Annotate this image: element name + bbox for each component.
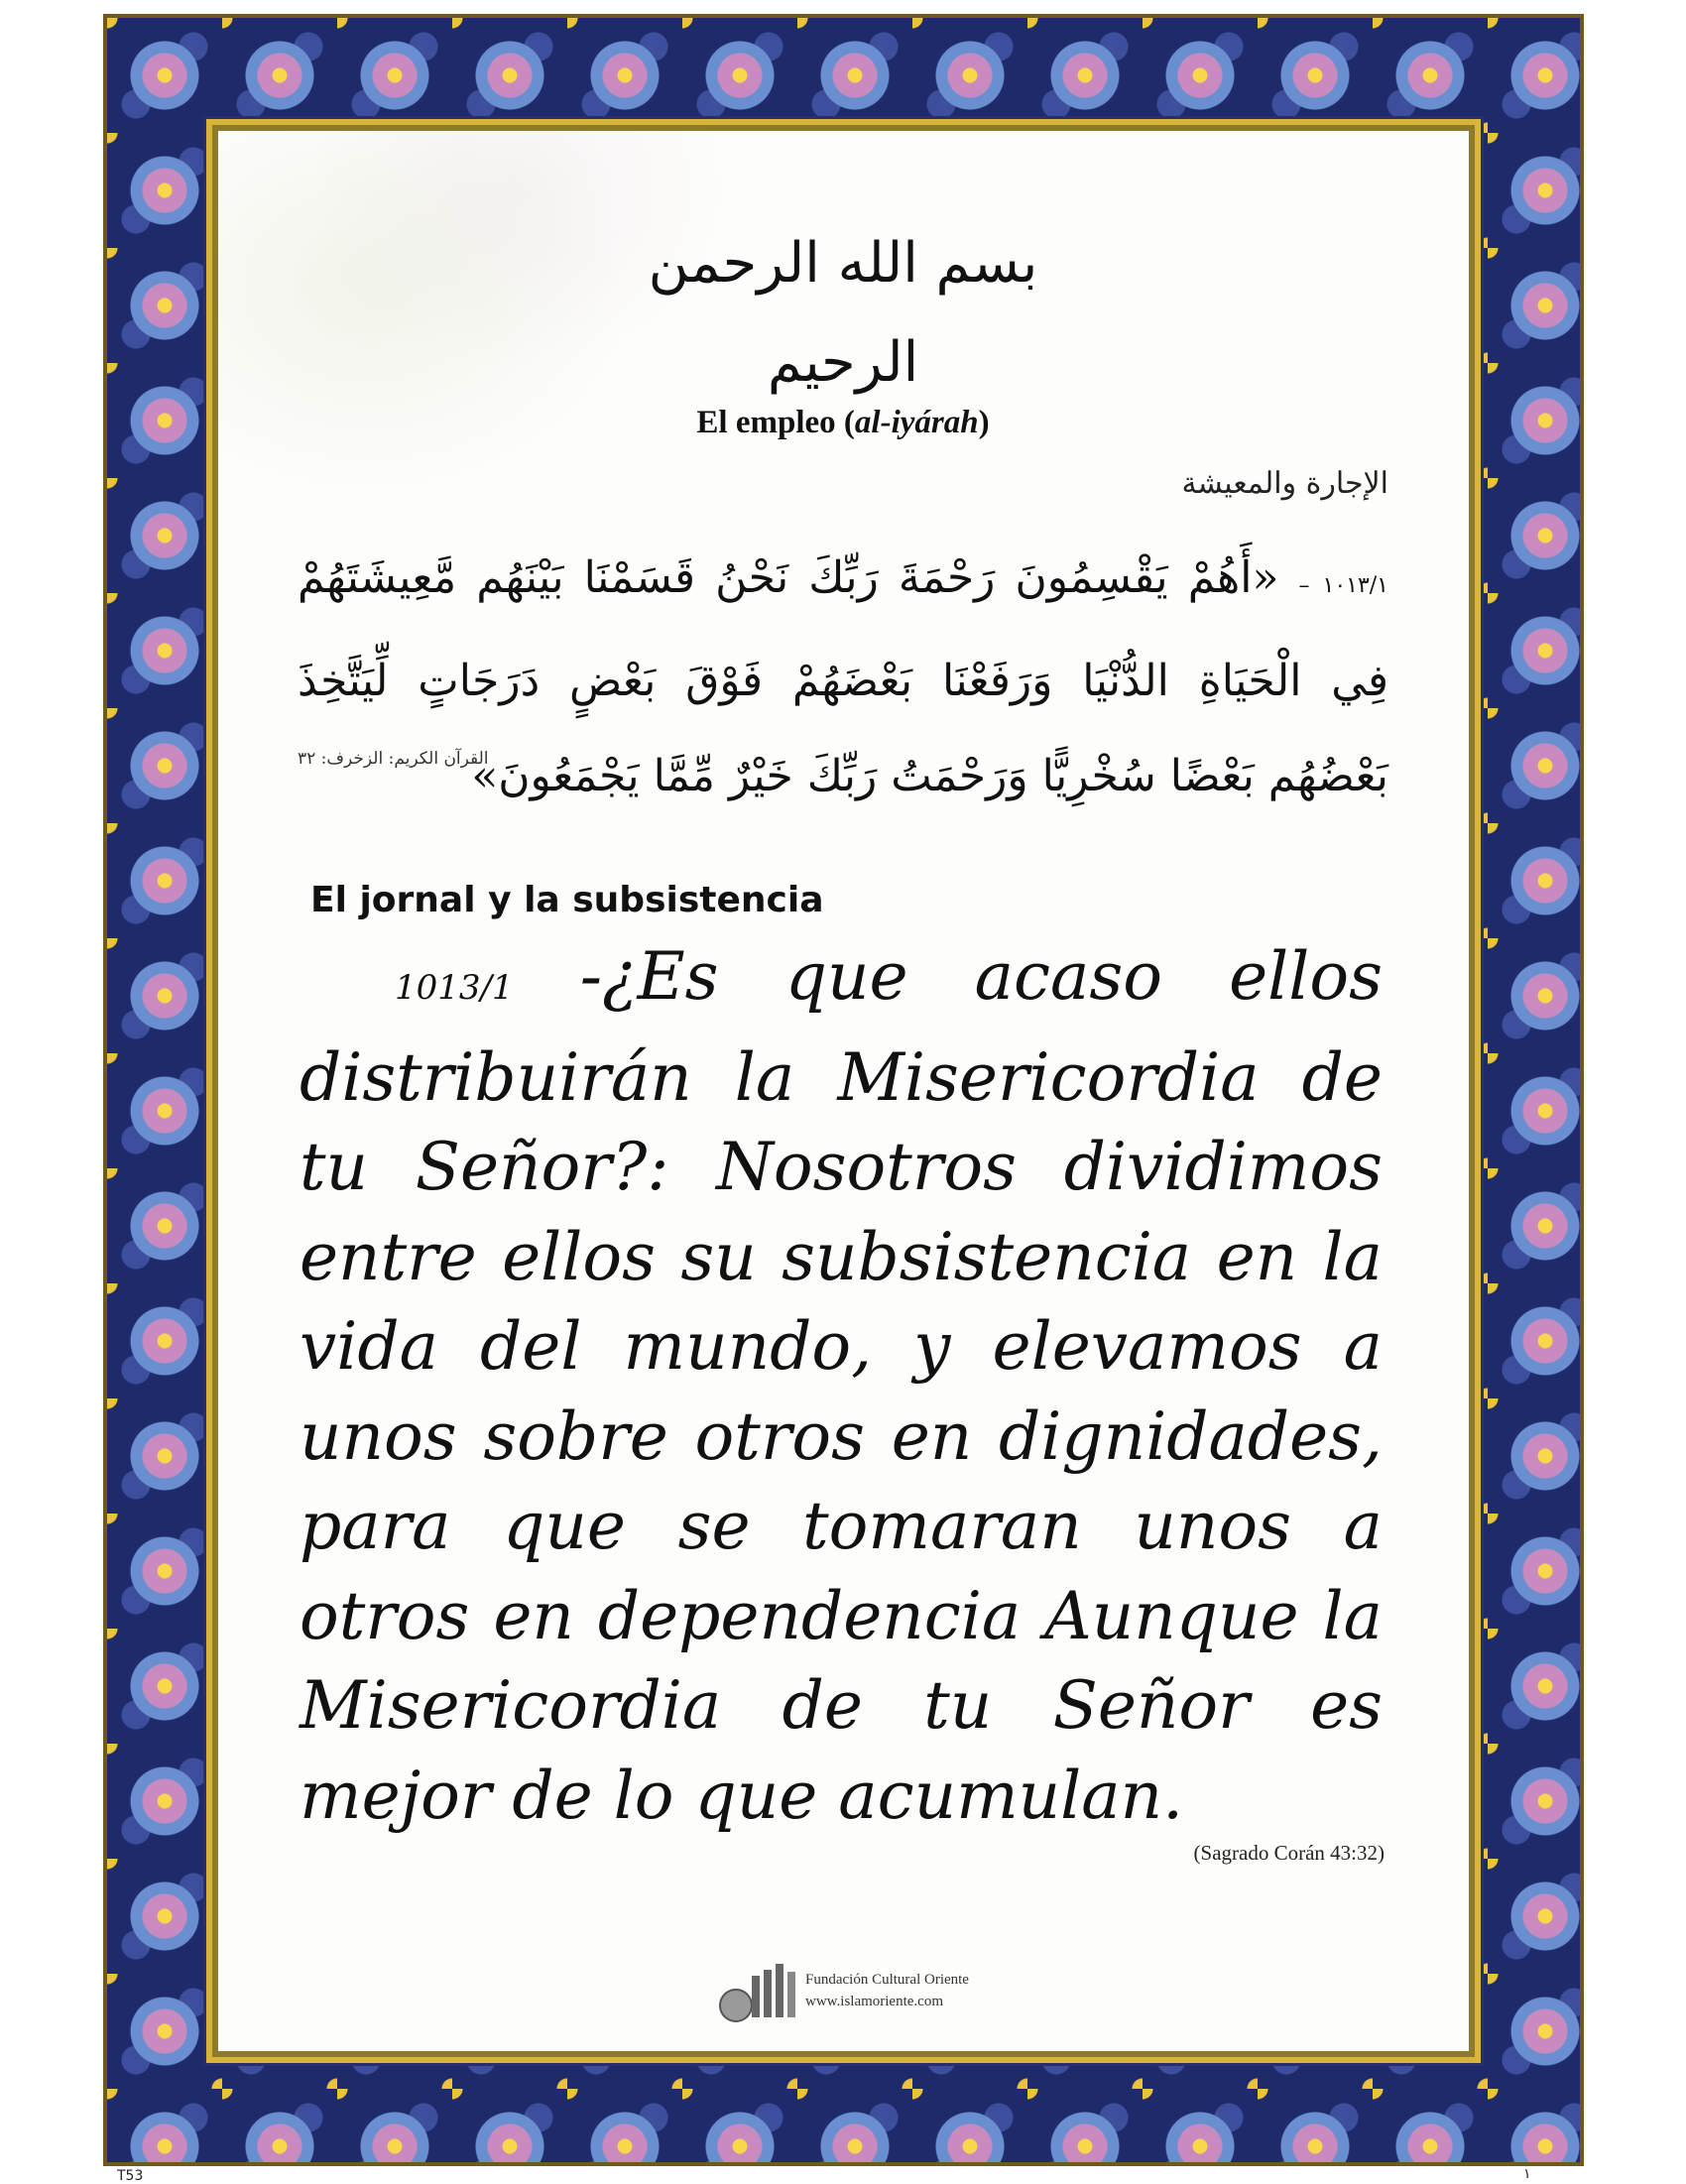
spanish-heading: El jornal y la subsistencia xyxy=(310,880,824,920)
arabic-verse-number: ١٠١٣/١ – xyxy=(1298,573,1388,598)
title-italic: al-iyárah xyxy=(854,405,979,440)
section-title xyxy=(298,405,1388,441)
arabic-verse-block xyxy=(298,531,1388,824)
foundation-url: www.islamoriente.com xyxy=(805,1994,943,2009)
title-prefix: El empleo ( xyxy=(696,405,855,440)
translation-text xyxy=(300,932,1383,1841)
arabic-verse-text: «أَهُمْ يَقْسِمُونَ رَحْمَةَ رَبِّكَ نَحْنُ قَسَمْنَا بَيْنَهُم مَّعِيشَتَهُمْ فِي الْحَيَاةِ الدُّنْيَا وَرَفَعْنَا بَعْضَهُمْ فَوْقَ بَعْضٍ دَرَجَاتٍ لِّيَتَّخِذَ بَعْضُهُم بَعْضًا سُخْرِيًّا وَرَحْمَتُ رَبِّكَ خَيْرٌ مِّمَّا يَجْمَعُونَ» xyxy=(298,552,1388,801)
page-number-left: T53 xyxy=(117,2168,144,2184)
foundation-name: Fundación Cultural Oriente xyxy=(805,1972,969,1988)
quran-reference: (Sagrado Corán 43:32) xyxy=(1193,1841,1385,1865)
arabic-source: القرآن الكريم: الزخرف: ٣٢ xyxy=(298,749,489,769)
page-number-right: ١ xyxy=(1523,2166,1531,2182)
title-suffix: ) xyxy=(978,405,990,440)
foundation-logo-icon xyxy=(714,1962,803,2025)
arabic-heading: الإجارة والمعيشة xyxy=(1181,466,1388,501)
bismillah-calligraphy: بسم الله الرحمن الرحيم xyxy=(648,231,1038,395)
translation-body: -¿Es que acaso ellos distribuirán la Misericordia de tu Señor?: Nosotros dividimos entre ellos su subsistencia en la vida del mundo, y elevamos a unos sobre otros en dignidades, para que se tomaran unos a otros en dependencia Aunque la Misericordia de tu Señor es mejor de lo que acumulan. xyxy=(300,938,1383,1834)
translation-ref-number: 1013/1 xyxy=(395,968,514,1008)
foundation-logo xyxy=(714,1962,982,2025)
